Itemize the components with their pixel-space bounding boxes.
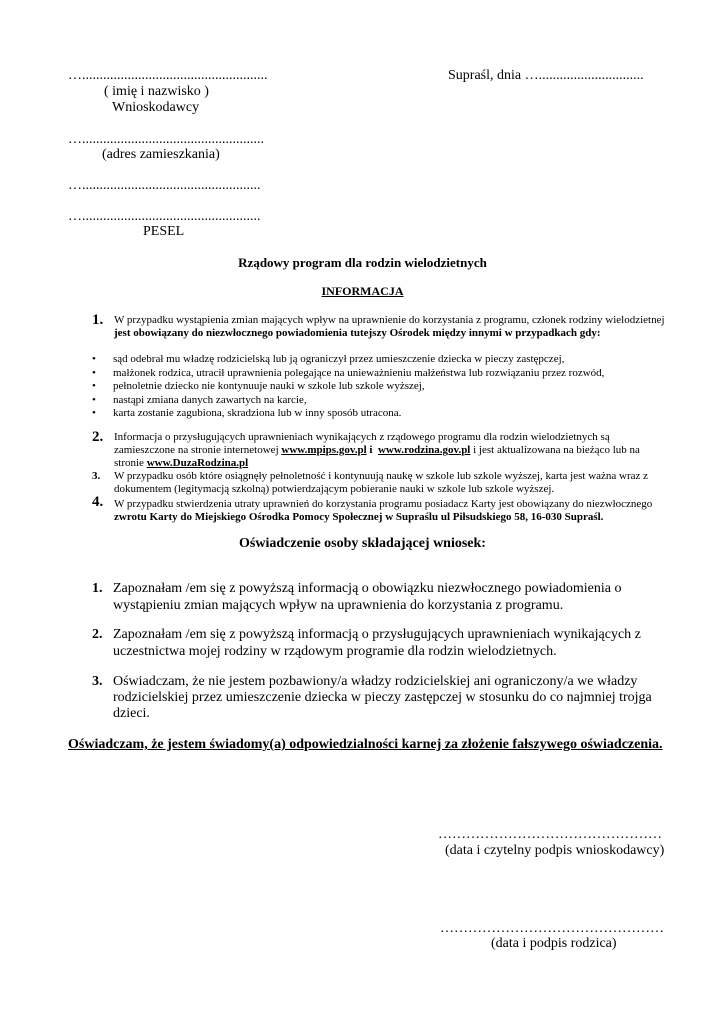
declaration-number-2: 2. — [92, 627, 103, 642]
declaration-2-line2: uczestnictwa mojej rodziny w rządowym programie dla rodzin wielodzietnych. — [113, 644, 557, 659]
info-number-4: 4. — [92, 494, 104, 510]
declaration-1-line1: Zapoznałam /em się z powyższą informacją o obowiązku niezwłocznego powiadomienia o — [113, 581, 622, 596]
list-item: • sąd odebrał mu władzę rodzicielską lub ją ograniczył przez umieszczenie dziecka w pieczy zastępczej, — [92, 353, 604, 367]
info-3-line1: W przypadku osób które osiągnęły pełnoletność i kontynuują naukę w szkole lub szkole wyższej, karta jest ważna wraz z — [114, 470, 649, 482]
duzarodzina-link[interactable]: www.DuzaRodzina.pl — [146, 457, 249, 469]
applicant-name-line: …..................................................... — [68, 68, 268, 83]
info-2-line2 — [114, 444, 640, 457]
place-date: Supraśl, dnia ….............................. — [448, 68, 644, 83]
pesel-label: PESEL — [143, 224, 185, 239]
declaration-1-line2: wystąpieniu zmian mających wpływ na uprawnienia do korzystania z programu. — [113, 598, 564, 613]
info-4-line1: W przypadku stwierdzenia utraty uprawnień do korzystania programu posiadacz Karty jest obowiązany do niezwłocznego — [114, 498, 653, 510]
pesel-line: …................................................... — [68, 209, 261, 224]
info-4-line2: zwrotu Karty do Miejskiego Ośrodka Pomocy Społecznej w Supraślu ul Piłsudskiego 58, 16-030 Supraśl. — [114, 511, 604, 523]
declaration-number-1: 1. — [92, 581, 103, 596]
signature-line-applicant: ………………………………………… — [438, 827, 662, 842]
info-2-text-c: stronie — [114, 457, 144, 469]
info-number-3: 3. — [92, 470, 101, 482]
info-2-line3 — [114, 457, 248, 470]
signature-line-parent: ………………………………………… — [440, 921, 664, 936]
declaration-2-line1: Zapoznałam /em się z powyższą informacją o przysługujących uprawnieniach wynikających z — [113, 627, 641, 642]
program-title: Rządowy program dla rodzin wielodzietnych — [238, 255, 487, 270]
applicant-name-label: ( imię i nazwisko ) — [104, 84, 209, 99]
info-heading: INFORMACJA — [321, 284, 404, 298]
info-2-line1: Informacja o przysługujących uprawnieniach wynikających z rządowego programu dla rodzin wielodzietnych są — [114, 431, 610, 443]
declaration-heading: Oświadczenie osoby składającej wniosek: — [239, 536, 486, 551]
list-item: • nastąpi zmiana danych zawartych na karcie, — [92, 394, 604, 408]
declaration-3-line3: dzieci. — [113, 706, 150, 721]
info-1-line1: W przypadku wystąpienia zmian mających wpływ na uprawnienie do korzystania z programu, członek rodziny wielodzietnej — [114, 314, 665, 326]
info-number-2: 2. — [92, 429, 104, 445]
declaration-3-line2: rodzicielskiej przez umieszczenie dziecka w pieczy zastępczej w stosunku do co najmniej trojga — [113, 690, 652, 705]
address-line: ….................................................... — [68, 132, 264, 147]
declaration-3-line1: Oświadczam, że nie jestem pozbawiony/a władzy rodzicielskiej ani ograniczony/a we władzy — [113, 674, 638, 689]
applicant-label: Wnioskodawcy — [112, 100, 200, 115]
list-item: • karta zostanie zagubiona, skradziona lub w inny sposób utracona. — [92, 407, 604, 421]
mpips-link[interactable]: www.mpips.gov.pl — [281, 444, 367, 456]
info-1-line2: jest obowiązany do niezwłocznego powiadomienia tutejszy Ośrodek między innymi w przypadkach gdy: — [114, 327, 601, 339]
info-2-and: i — [369, 444, 373, 456]
signature-label-parent: (data i podpis rodzica) — [491, 936, 617, 951]
final-statement: Oświadczam, że jestem świadomy(a) odpowiedzialności karnej za złożenie fałszywego oświadczenia. — [68, 737, 663, 752]
info-number-1: 1. — [92, 312, 104, 328]
declaration-number-3: 3. — [92, 674, 103, 689]
address-label: (adres zamieszkania) — [102, 147, 220, 162]
info-bullet-list — [92, 353, 604, 421]
list-item: • małżonek rodzica, utracił uprawnienia polegające na unieważnieniu małżeństwa lub rozwiązaniu przez rozwód, — [92, 367, 604, 381]
blank-line: …................................................... — [68, 178, 261, 193]
info-2-text-b: i jest aktualizowana na bieżąco lub na — [473, 444, 640, 456]
info-3-line2: dokumentem (legitymacją szkolną) potwierdzającym pobieranie nauki w szkole lub szkole wyższej. — [114, 483, 555, 495]
info-2-text: zamieszczone na stronie internetowej — [114, 444, 279, 456]
signature-label-applicant: (data i czytelny podpis wnioskodawcy) — [445, 843, 665, 858]
list-item: • pełnoletnie dziecko nie kontynuuje nauki w szkole lub szkole wyższej, — [92, 380, 604, 394]
rodzina-link[interactable]: www.rodzina.gov.pl — [377, 444, 471, 456]
